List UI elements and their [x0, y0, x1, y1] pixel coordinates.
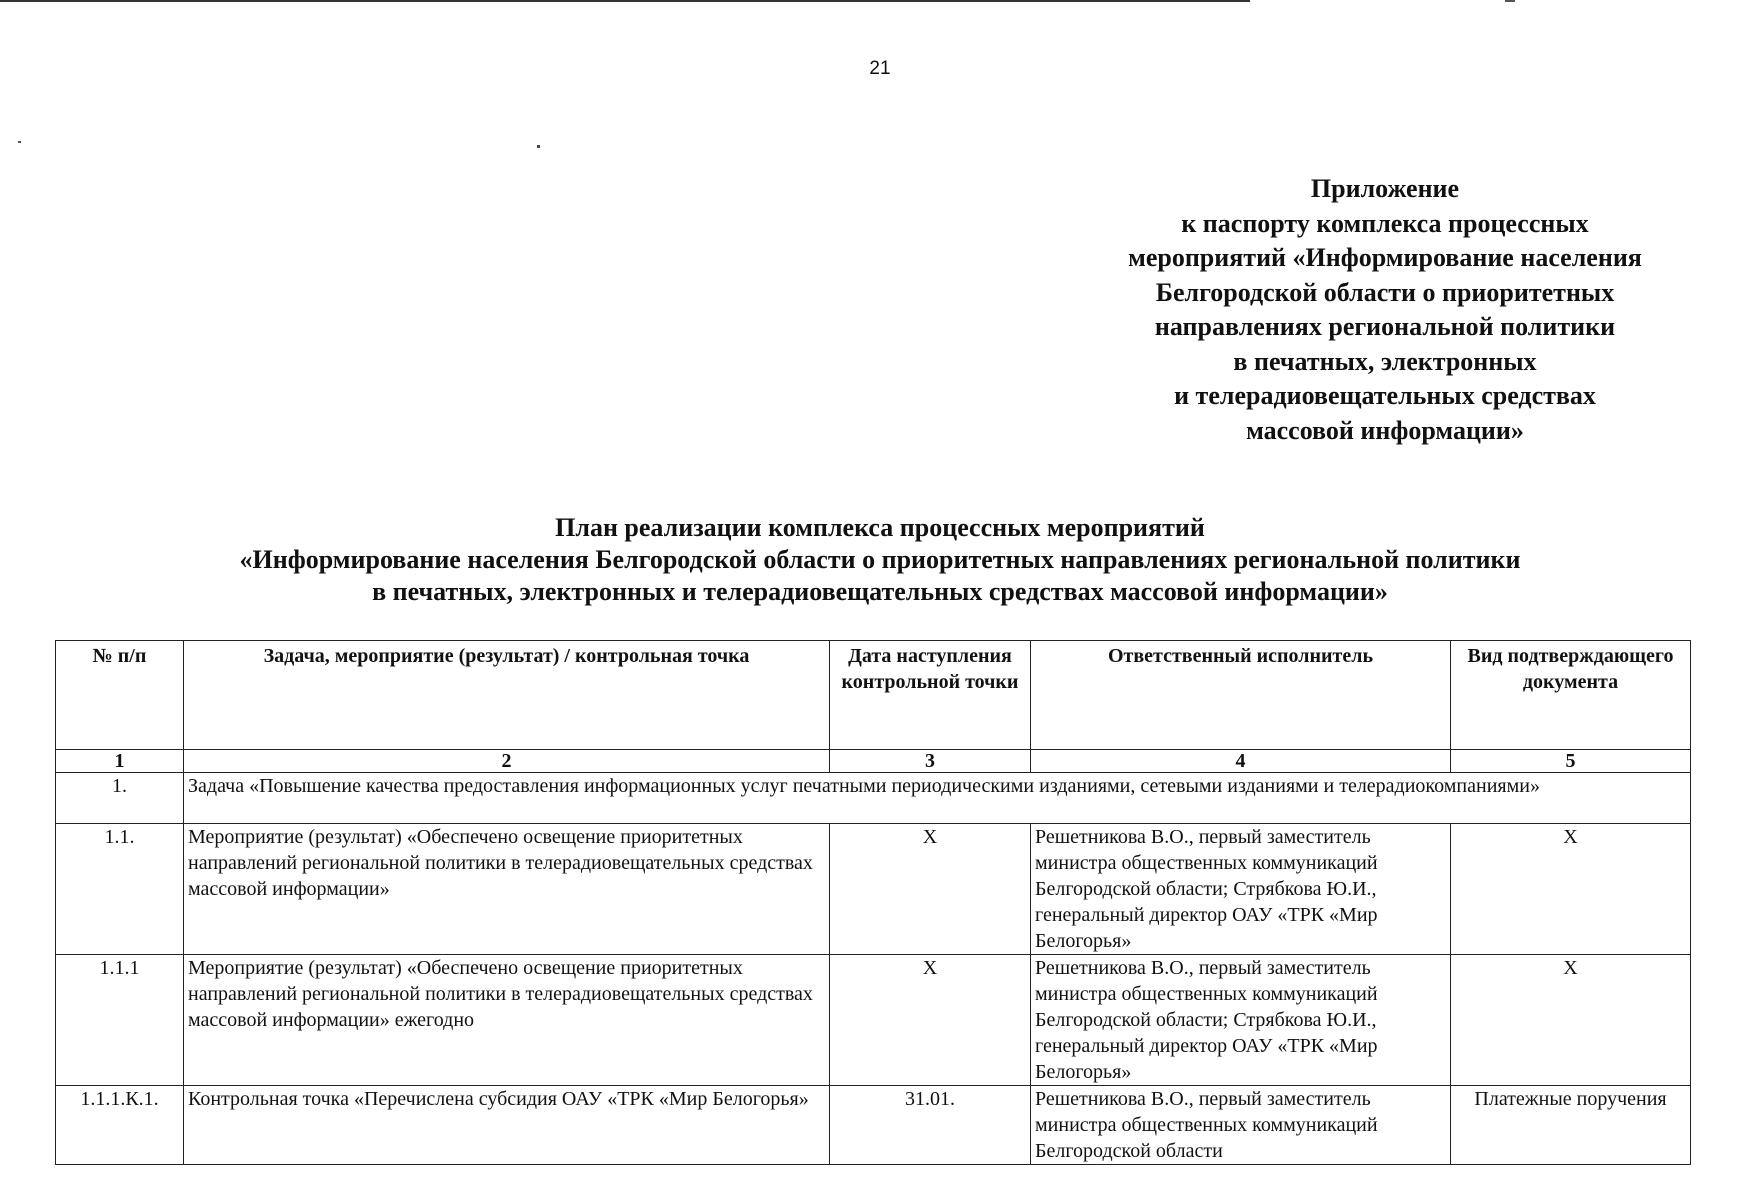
header-task: Задача, мероприятие (результат) / контрольная точка: [184, 641, 830, 750]
task-row: [56, 773, 1691, 824]
appendix-line: в печатных, электронных: [1233, 346, 1537, 376]
plan-title-line: План реализации комплекса процессных мероприятий: [555, 513, 1205, 542]
page-number: 21: [869, 58, 891, 79]
row-number: 1.1.1.К.1.: [56, 1086, 184, 1165]
row-event: Мероприятие (результат) «Обеспечено освещение приоритетных направлений региональной политики в телерадиовещательных средствах массовой информации»: [184, 824, 830, 955]
row-number: 1.1.1: [56, 955, 184, 1086]
appendix-line: к паспорту комплекса процессных: [1181, 208, 1589, 238]
row-event: Контрольная точка «Перечислена субсидия ОАУ «ТРК «Мир Белогорья»: [184, 1086, 830, 1165]
header-number: № п/п: [56, 641, 184, 750]
header-document: Вид подтверждающего документа: [1451, 641, 1691, 750]
scan-speck: [18, 141, 21, 143]
row-responsible: Решетникова В.О., первый заместитель министра общественных коммуникаций Белгородской области; Стрябкова Ю.И., генеральный директор ОАУ «ТРК «Мир Белогорья»: [1031, 955, 1451, 1086]
table-row: [56, 824, 1691, 955]
table-row: [56, 955, 1691, 1086]
task-text: Задача «Повышение качества предоставления информационных услуг печатными периодическими изданиями, сетевыми изданиями и телерадиокомпаниями»: [184, 773, 1691, 824]
row-event: Мероприятие (результат) «Обеспечено освещение приоритетных направлений региональной политики в телерадиовещательных средствах массовой информации» ежегодно: [184, 955, 830, 1086]
appendix-line: массовой информации»: [1246, 415, 1524, 445]
appendix-line: Приложение: [1310, 174, 1460, 203]
row-responsible: Решетникова В.О., первый заместитель министра общественных коммуникаций Белгородской области: [1031, 1086, 1451, 1165]
column-number: 5: [1451, 750, 1691, 773]
header-responsible: Ответственный исполнитель: [1031, 641, 1451, 750]
plan-title-line: в печатных, электронных и телерадиовещательных средствах массовой информации»: [372, 577, 1388, 606]
row-document: X: [1451, 955, 1691, 1086]
task-number: 1.: [56, 773, 184, 824]
plan-title: [80, 512, 1680, 608]
scan-speck: [537, 145, 540, 148]
row-number: 1.1.: [56, 824, 184, 955]
table-header-row: [56, 641, 1691, 750]
appendix-line: и телерадиовещательных средствах: [1174, 381, 1596, 410]
row-responsible: Решетникова В.О., первый заместитель министра общественных коммуникаций Белгородской области; Стрябкова Ю.И., генеральный директор ОАУ «ТРК «Мир Белогорья»: [1031, 824, 1451, 955]
appendix-line: Белгородской области о приоритетных: [1155, 277, 1615, 307]
column-number: 2: [184, 750, 830, 773]
plan-title-line: «Информирование населения Белгородской области о приоритетных направлениях региональной политики: [239, 545, 1521, 574]
header-date: Дата наступления контрольной точки: [830, 641, 1031, 750]
row-date: X: [830, 824, 1031, 955]
row-date: 31.01.: [830, 1086, 1031, 1165]
table-row: [56, 1086, 1691, 1165]
row-document: X: [1451, 824, 1691, 955]
column-number: 1: [56, 750, 184, 773]
column-number-row: [56, 750, 1691, 773]
appendix-line: направлениях региональной политики: [1154, 312, 1616, 341]
column-number: 4: [1031, 750, 1451, 773]
row-date: X: [830, 955, 1031, 1086]
appendix-header: [1075, 172, 1695, 448]
column-number: 3: [830, 750, 1031, 773]
scan-edge-line: [0, 0, 1250, 2]
row-document: Платежные поручения: [1451, 1086, 1691, 1165]
appendix-line: мероприятий «Информирование населения: [1128, 243, 1642, 272]
scan-edge-mark: [1505, 0, 1515, 2]
plan-table: [55, 640, 1691, 1165]
